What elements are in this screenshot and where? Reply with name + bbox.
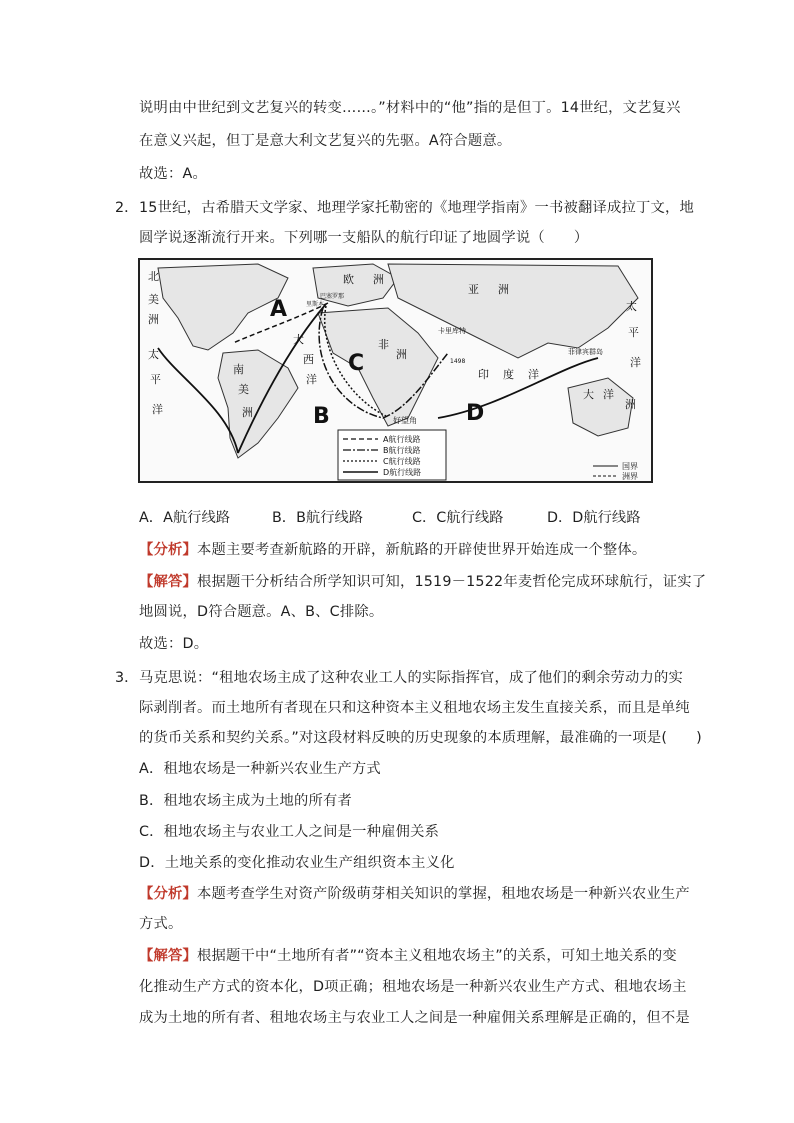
map-label: 北 [148, 270, 159, 283]
route-letter-d: D [466, 401, 485, 426]
answer-line [139, 572, 706, 592]
map-label: 洲 [498, 283, 509, 296]
option-d: D．D航行线路 [547, 510, 641, 526]
map-label: 欧 [343, 273, 354, 286]
map-label: 度 [503, 368, 514, 381]
question-stem: 15世纪，古希腊天文学家、地理学家托勒密的《地理学指南》一书被翻译成拉丁文，地 [139, 200, 694, 216]
legend-c: C航行线路 [383, 457, 421, 466]
map-label: 印 [478, 368, 489, 381]
map-label: 大 [583, 388, 594, 401]
map-label: 美 [148, 293, 159, 306]
map-label: 洋 [152, 403, 163, 416]
question-number: 3． [115, 670, 139, 686]
option-c: C．C航行线路 [412, 510, 504, 526]
legend-a: A航行线路 [383, 435, 421, 444]
map-label: 洲 [148, 313, 159, 326]
map-svg [138, 258, 653, 483]
option-a: A．A航行线路 [139, 510, 231, 526]
analysis-text: 本题考查学生对资产阶级萌芽相关知识的掌握，租地农场是一种新兴农业生产 [197, 886, 690, 902]
option-b: B．B航行线路 [272, 510, 364, 526]
answer-line: 化推动生产方式的资本化，D项正确；租地农场是一种新兴农业生产方式、租地农场主 [139, 979, 687, 995]
answer-text: 根据题干中“土地所有者”“资本主义租地农场主”的关系，可知土地关系的变 [197, 948, 677, 964]
option-c: C．租地农场主与农业工人之间是一种雇佣关系 [139, 824, 440, 840]
map-label: 洋 [630, 356, 641, 369]
map-label: 洲 [625, 398, 636, 411]
option-b: B．租地农场主成为土地的所有者 [139, 793, 352, 809]
question-stem: 际剥削者。而土地所有者现在只和这种资本主义租地农场主发生直接关系，而且是单纯 [139, 700, 690, 716]
route-letter-b: B [313, 404, 330, 429]
analysis-line [139, 540, 646, 560]
map-label: 平 [150, 373, 161, 386]
analysis-line: 方式。 [139, 916, 183, 932]
map-label: 西 [303, 353, 314, 366]
analysis-tag: 【分析】 [139, 542, 197, 558]
map-label: 1498 [450, 358, 466, 365]
map-label: 洲 [396, 348, 407, 361]
question-stem: 马克思说：“租地农场主成了这种农业工人的实际指挥官，成了他们的剩余劳动力的实 [139, 670, 683, 686]
map-label: 巴塞罗那 [320, 293, 345, 300]
map-label: 太 [148, 348, 159, 361]
map-label: 洋 [306, 373, 317, 386]
map-label: 菲律宾群岛 [568, 348, 603, 356]
legend-b: B航行线路 [383, 446, 421, 455]
legend-continent-border: 洲界 [622, 472, 638, 481]
question-number: 2． [115, 200, 139, 216]
map-label: 太 [626, 300, 637, 313]
answer-tag: 【解答】 [139, 948, 197, 964]
map-label: 里斯本 [306, 301, 325, 308]
map-label: 洋 [528, 368, 539, 381]
analysis-line [139, 884, 690, 904]
option-d: D．土地关系的变化推动农业生产组织资本主义化 [139, 855, 455, 871]
voyage-map [138, 258, 653, 483]
map-label: 洲 [373, 273, 384, 286]
map-label: 南 [233, 363, 244, 376]
answer-line: 成为土地的所有者、租地农场主与农业工人之间是一种雇佣关系理解是正确的，但不是 [139, 1010, 690, 1026]
option-a: A．租地农场是一种新兴农业生产方式 [139, 761, 381, 777]
route-letter-a: A [270, 297, 288, 322]
answer-text: 根据题干分析结合所学知识可知，1519－1522年麦哲伦完成环球航行，证实了 [197, 574, 707, 590]
map-label: 洲 [242, 406, 253, 419]
map-label: 好望角 [393, 416, 417, 425]
map-label: 大 [293, 333, 304, 346]
question-stem: 的货币关系和契约关系。”对这段材料反映的历史现象的本质理解，最准确的一项是( ) [139, 730, 702, 746]
route-letter-c: C [348, 351, 365, 376]
map-label: 非 [378, 338, 389, 351]
map-label: 洋 [603, 388, 614, 401]
answer-tag: 【解答】 [139, 574, 197, 590]
choice-line: 故选：D。 [139, 636, 209, 652]
text-line: 故选：A。 [139, 166, 207, 182]
analysis-tag: 【分析】 [139, 886, 197, 902]
map-label: 卡里库特 [438, 327, 466, 335]
legend-d: D航行线路 [383, 468, 422, 477]
answer-line [139, 946, 677, 966]
map-label: 亚 [468, 283, 479, 296]
question-stem: 圆学说逐渐流行开来。下列哪一支船队的航行印证了地圆学说（ ） [139, 230, 589, 246]
text-line: 在意义兴起，但丁是意大利文艺复兴的先驱。A符合题意。 [139, 133, 512, 149]
text-line: 说明由中世纪到文艺复兴的转变……。”材料中的“他”指的是但丁。14世纪，文艺复兴 [139, 100, 681, 116]
legend-border: 国界 [622, 462, 638, 471]
map-label: 美 [238, 383, 249, 396]
answer-line: 地圆说，D符合题意。A、B、C排除。 [139, 604, 384, 620]
map-label: 平 [628, 326, 639, 339]
analysis-text: 本题主要考查新航路的开辟，新航路的开辟使世界开始连成一个整体。 [197, 542, 647, 558]
